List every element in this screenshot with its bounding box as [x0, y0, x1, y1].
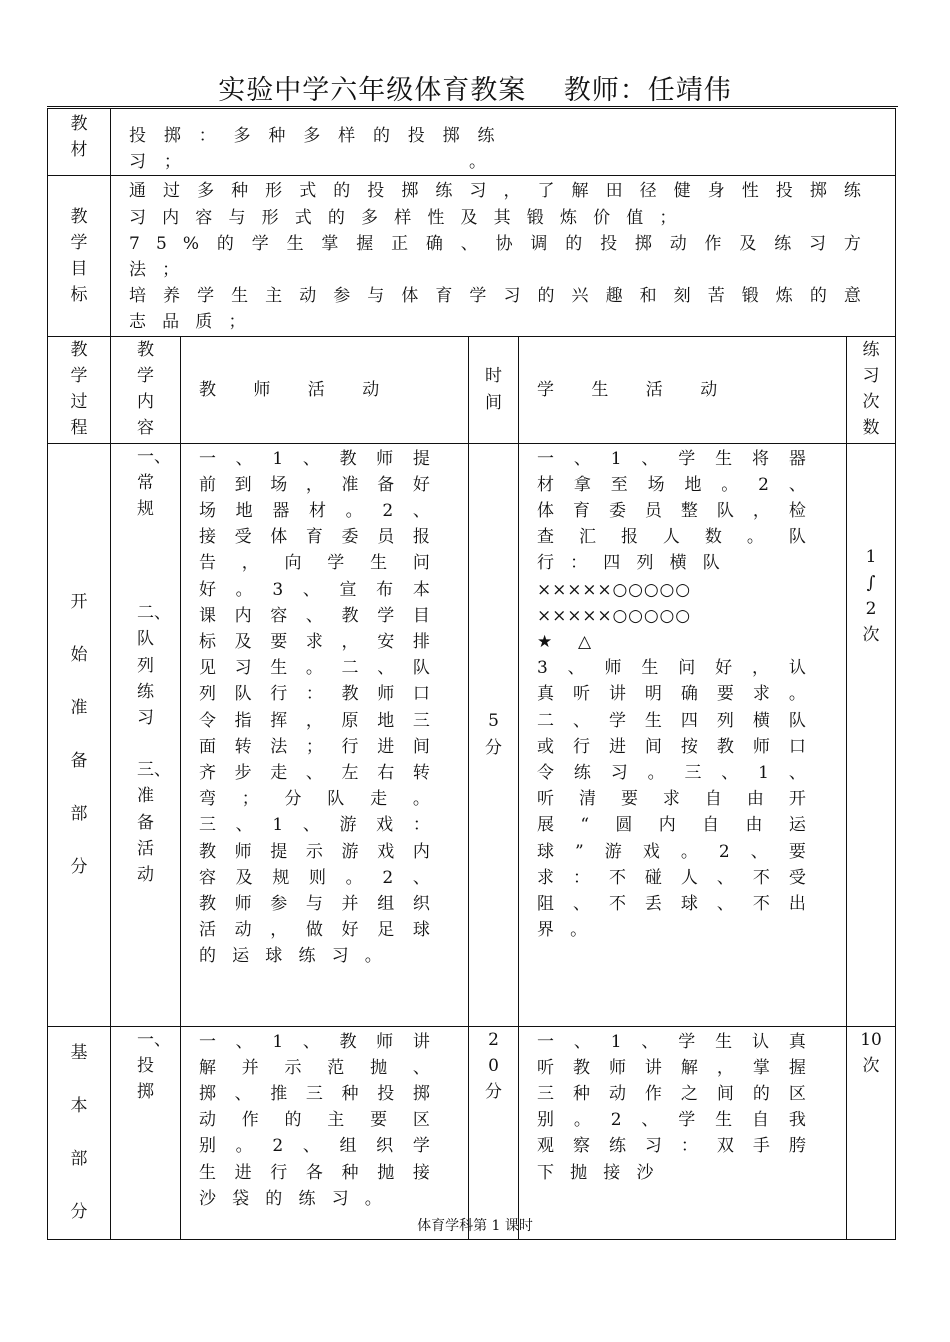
goals-label: 教学目标: [70, 206, 88, 306]
teacher-activity: 一、1、教师讲解并示范抛、掷、推三种投掷动作的主要区别。2、组织学生进行各种抛接沙袋的练习。: [199, 1031, 446, 1209]
student-activity-text: 3、师生问好，认真听讲明确要求。二、学生四列横队或行进间按教师口令练习。三、1、听清要求自由开展“圆内自由运球”游戏。2、要求：不碰人、不受阻、不丢球、不出界。: [537, 658, 822, 941]
material-row: [48, 109, 896, 176]
header-process: 教学过程: [70, 339, 88, 439]
section-name: 开始准备部分: [70, 591, 88, 877]
goal-item: 培养学生主动参与体育学习的兴趣和刻苦锻炼的意志品质；: [129, 286, 878, 333]
content-item: 三、准备活动: [137, 760, 171, 886]
student-activity-text: 一、1、学生将器材拿至场地。2、体育委员整队，检查汇报人数。队行：四列横队: [537, 448, 822, 574]
goals-text: [111, 176, 895, 335]
goal-item: 通过多种形式的投掷练习，了解田径健身性投掷练习内容与形式的多样性及其锻炼价值；: [129, 181, 878, 228]
section-name: 基本部分: [70, 1042, 88, 1222]
section-label: [71, 576, 88, 894]
section-time: 20分: [485, 1029, 502, 1103]
section-label: [71, 1027, 88, 1239]
header-teacher: 教师活动: [181, 336, 469, 443]
content-item: 一、常规: [137, 446, 171, 520]
material-label: 教材: [70, 114, 88, 161]
page-footer: 体育学科第 1 课时: [417, 1218, 533, 1234]
student-activity: 一、1、学生认真听教师讲解，掌握三种动作之间的区别。2、学生自我观察练习：双手胯下抛接沙: [537, 1031, 822, 1183]
goals-row: [48, 176, 896, 336]
student-activity: [519, 444, 846, 944]
lesson-plan-table: [47, 108, 896, 1240]
section-row: [48, 443, 896, 1026]
title-underline: [47, 106, 898, 107]
section-row: [48, 1026, 896, 1239]
formation-row: ×××××○○○○○: [537, 605, 691, 626]
material-text: 投掷：多种多样的投掷练习； 。: [129, 126, 513, 173]
page-title: 实验中学六年级体育教案 教师：任靖伟: [218, 75, 732, 106]
section-count: 1∫2次: [862, 546, 880, 646]
goal-item: 75%的学生掌握正确、协调的投掷动作及练习方法；: [129, 233, 878, 281]
content-item: 一、投掷: [137, 1029, 171, 1103]
header-content: 教学内容: [137, 339, 154, 439]
section-count: 10次: [860, 1029, 882, 1076]
section-content: [137, 444, 171, 889]
formation-row: ★ △: [537, 632, 602, 653]
teacher-activity: 一、1、教师提前到场，准备好场地器材。2、接受体育委员报告，向学生问好。3、宣布本课内容、教学目标及要求，安排见习生。二、队列队行：教师口令指挥，原地三面转法；行进间齐步走、左右转弯；分队走。三、1、游戏：教师提示游戏内容及规则。2、教师参与并组织活动，做好足球的运球练习。: [199, 448, 446, 967]
content-item: 二、队列练习: [137, 603, 171, 729]
header-row: [48, 336, 896, 443]
header-count: 练习次数: [862, 339, 880, 439]
formation-row: ×××××○○○○○: [537, 579, 691, 600]
section-time: 5分: [485, 711, 502, 758]
header-student: 学生活动: [519, 336, 847, 443]
header-time: 时间: [485, 366, 502, 413]
